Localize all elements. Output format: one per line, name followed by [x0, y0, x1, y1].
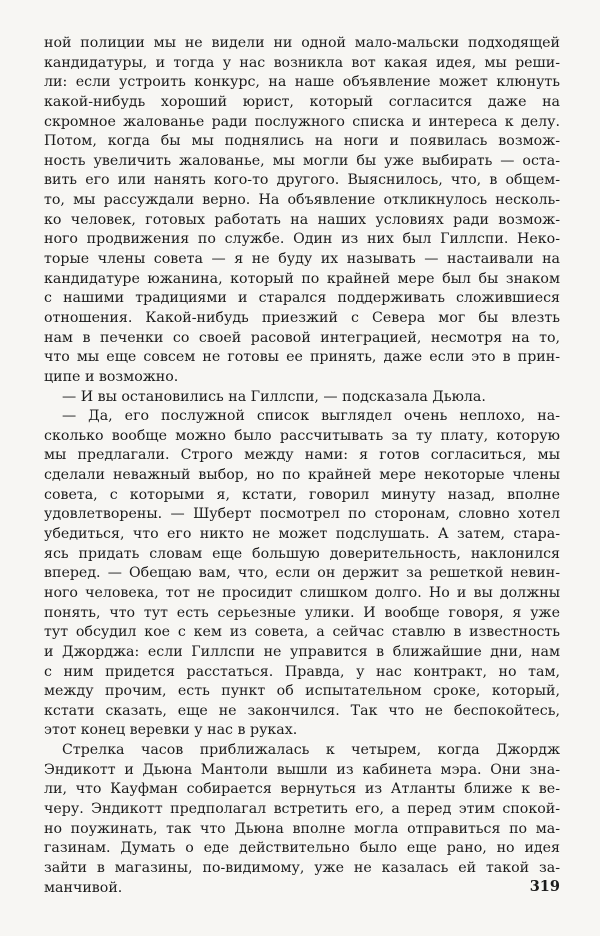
- text-line: понять, что тут есть серьезные улики. И вообще говоря, я уже: [44, 604, 560, 621]
- text-line: ного продвижения по службе. Один из них был Гиллспи. Неко-: [44, 231, 560, 248]
- paragraph: [44, 388, 560, 408]
- text-line: кстати сказать, еще не закончился. Так что не беспокойтесь,: [44, 702, 560, 719]
- text-line: скромное жалованье ради послужного списка и интереса к делу.: [44, 113, 560, 130]
- text-line: удовлетворены. — Шуберт посмотрел по сторонам, словно хотел: [44, 506, 560, 523]
- text-line: мы предлагали. Строго между нами: я готов согласиться, мы: [44, 447, 560, 464]
- text-line: ципе и возможно.: [44, 368, 179, 385]
- text-line: Потом, когда бы мы поднялись на ноги и появилась возмож-: [44, 133, 560, 150]
- text-line: с ним придется расстаться. Правда, у нас контракт, но там,: [44, 663, 560, 680]
- text-line: ли: если устроить конкурс, на наше объявление может клюнуть: [44, 74, 560, 91]
- text-line: ной полиции мы не видели ни одной мало-мальски подходящей: [44, 35, 560, 51]
- text-line: ко человек, готовых работать на наших условиях ради возмож-: [44, 211, 560, 228]
- text-line: то, мы рассуждали верно. На объявление откликнулось несколь-: [44, 192, 560, 209]
- text-line: отношения. Какой-нибудь приезжий с Севера мог бы влезть: [44, 309, 560, 326]
- page-number: 319: [529, 878, 560, 895]
- text-line: Стрелка часов приближалась к четырем, когда Джордж: [62, 742, 560, 759]
- text-line: — И вы остановились на Гиллспи, — подсказала Дьюла.: [62, 388, 486, 405]
- text-line: сколько вообще можно было рассчитывать за ту плату, которую: [44, 427, 560, 444]
- text-line: с нашими традициями и старался поддерживать сложившиеся: [44, 290, 560, 307]
- text-line: ясь придать словам еще большую доверительность, наклонился: [44, 545, 560, 562]
- text-line: манчивой.: [44, 879, 123, 896]
- text-line: и Джорджа: если Гиллспи не управится в ближайшие дни, нам: [44, 643, 560, 660]
- book-page: [44, 34, 560, 914]
- text-line: кандидатуре южанина, который по крайней мере был бы знаком: [44, 270, 560, 287]
- text-line: тут обсудил кое с кем из совета, а сейчас ставлю в известность: [44, 624, 560, 641]
- text-line: между прочим, есть пункт об испытательном сроке, который,: [44, 683, 560, 700]
- text-line: вить его или нанять кого-то другого. Выяснилось, что, в общем-: [44, 172, 560, 189]
- text-line: зайти в магазины, по-видимому, уже не казалась ей такой за-: [44, 859, 560, 876]
- text-line: ли, что Кауфман собирается вернуться из Атланты ближе к ве-: [44, 781, 560, 798]
- text-line: какой-нибудь хороший юрист, который согласится даже на: [44, 93, 560, 110]
- text-line: совета, с которыми я, кстати, говорил минуту назад, вполне: [44, 486, 560, 503]
- text-line: ность увеличить жалованье, мы могли бы уже выбирать — оста-: [44, 152, 560, 169]
- text-line: но поужинать, так что Дьюна вполне могла отправиться по ма-: [44, 820, 560, 837]
- text-line: кандидатуры, и тогда у нас возникла вот какая идея, мы реши-: [44, 54, 560, 71]
- text-line: убедиться, что его никто не может подслушать. А затем, стара-: [44, 526, 560, 543]
- text-line: вперед. — Обещаю вам, что, если он держит за решеткой невин-: [44, 565, 560, 582]
- paragraph: [44, 34, 560, 388]
- text-line: черу. Эндикотт предполагал встретить его, а перед этим спокой-: [44, 800, 560, 817]
- paragraph: [44, 407, 560, 741]
- text-line: торые члены совета — я не буду их называть — настаивали на: [44, 251, 560, 268]
- text-line: нам в печенки со своей расовой интеграцией, несмотря на то,: [44, 329, 560, 346]
- text-line: сделали неважный выбор, но по крайней мере некоторые члены: [44, 467, 560, 484]
- text-line: — Да, его послужной список выглядел очень неплохо, на-: [62, 408, 560, 425]
- text-line: ного человека, тот не просидит слишком долго. Но и вы должны: [44, 584, 560, 601]
- text-line: что мы еще совсем не готовы ее принять, даже если это в прин-: [44, 349, 560, 366]
- paragraph: [44, 741, 560, 898]
- text-line: этот конец веревки у нас в руках.: [44, 722, 298, 739]
- text-line: газинам. Думать о еде действительно было еще рано, но идея: [44, 840, 560, 857]
- text-line: Эндикотт и Дьюна Мантоли вышли из кабинета мэра. Они зна-: [44, 761, 560, 778]
